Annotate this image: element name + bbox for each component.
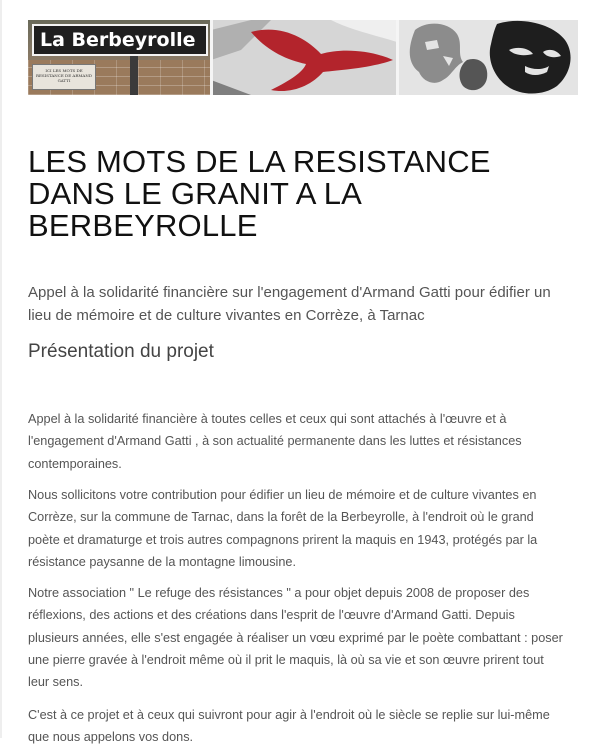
banner-divider xyxy=(396,20,399,95)
body-paragraph-3 xyxy=(28,582,578,693)
banner-photo-stencil-faces xyxy=(397,20,578,95)
sign-pole xyxy=(130,56,138,95)
paragraph-line: leur sens. xyxy=(28,675,84,690)
body-paragraph-1 xyxy=(28,408,578,475)
stencil-faces-artwork xyxy=(397,20,578,95)
paragraph-line: Appel à la solidarité financière à toutes celles et ceux qui sont attachés à l'œuvre et à xyxy=(28,412,507,426)
memorial-plaque: ICI LES MOTS DE RESISTANCE DE ARMAND GATTI xyxy=(32,64,96,90)
section-heading: Présentation du projet xyxy=(28,341,214,362)
page-title xyxy=(28,146,578,242)
paragraph-line: Nous sollicitons votre contribution pour édifier un lieu de mémoire et de culture vivantes en xyxy=(28,488,537,502)
paragraph-line: que nous appelons vos dons. xyxy=(28,730,194,745)
title-line: BERBEYROLLE xyxy=(28,208,258,243)
title-line: LES MOTS DE LA RESISTANCE xyxy=(28,144,491,179)
body-paragraph-2 xyxy=(28,484,578,573)
paragraph-line: Corrèze, sur la commune de Tarnac, dans la forêt de la Berbeyrolle, à l'endroit où le grand xyxy=(28,510,534,525)
banner-photo-bird-art xyxy=(211,20,397,95)
intro-line: lieu de mémoire et de culture vivantes en Corrèze, à Tarnac xyxy=(28,307,425,324)
street-sign: La Berbeyrolle xyxy=(32,24,208,56)
banner-divider xyxy=(210,20,213,95)
paragraph-line: poète et dramaturge et trois autres compagnons prirent la maquis en 1943, protégés par la xyxy=(28,532,538,547)
header-banner-image xyxy=(28,20,578,95)
paragraph-line: l'engagement d'Armand Gatti , à son actualité permanente dans les luttes et résistances xyxy=(28,434,522,449)
title-line: DANS LE GRANIT A LA xyxy=(28,176,363,211)
paragraph-line: contemporaines. xyxy=(28,456,122,471)
page-left-border xyxy=(0,0,2,738)
intro-line: Appel à la solidarité financière sur l'engagement d'Armand Gatti pour édifier un xyxy=(28,284,551,301)
red-bird-artwork xyxy=(211,20,397,95)
paragraph-line: une pierre gravée à l'endroit même où il prit le maquis, là où sa vie et son œuvre prirent tout xyxy=(28,652,544,667)
banner-photo-sign xyxy=(28,20,211,95)
paragraph-line: C'est à ce projet et à ceux qui suivront pour agir à l'endroit où le siècle se replie sur lui-même xyxy=(28,708,550,722)
intro-text xyxy=(28,281,568,327)
paragraph-line: résistance paysanne de la montagne limousine. xyxy=(28,554,297,569)
body-paragraph-4 xyxy=(28,704,578,749)
paragraph-line: plusieurs années, elle s'est engagée à réaliser un vœu exprimé par le poète combattant : poser xyxy=(28,630,563,645)
paragraph-line: réflexions, des actions et des créations dans l'esprit de l'œuvre d'Armand Gatti. Depuis xyxy=(28,608,515,623)
paragraph-line: Notre association " Le refuge des résistances " a pour objet depuis 2008 de proposer des xyxy=(28,586,530,600)
